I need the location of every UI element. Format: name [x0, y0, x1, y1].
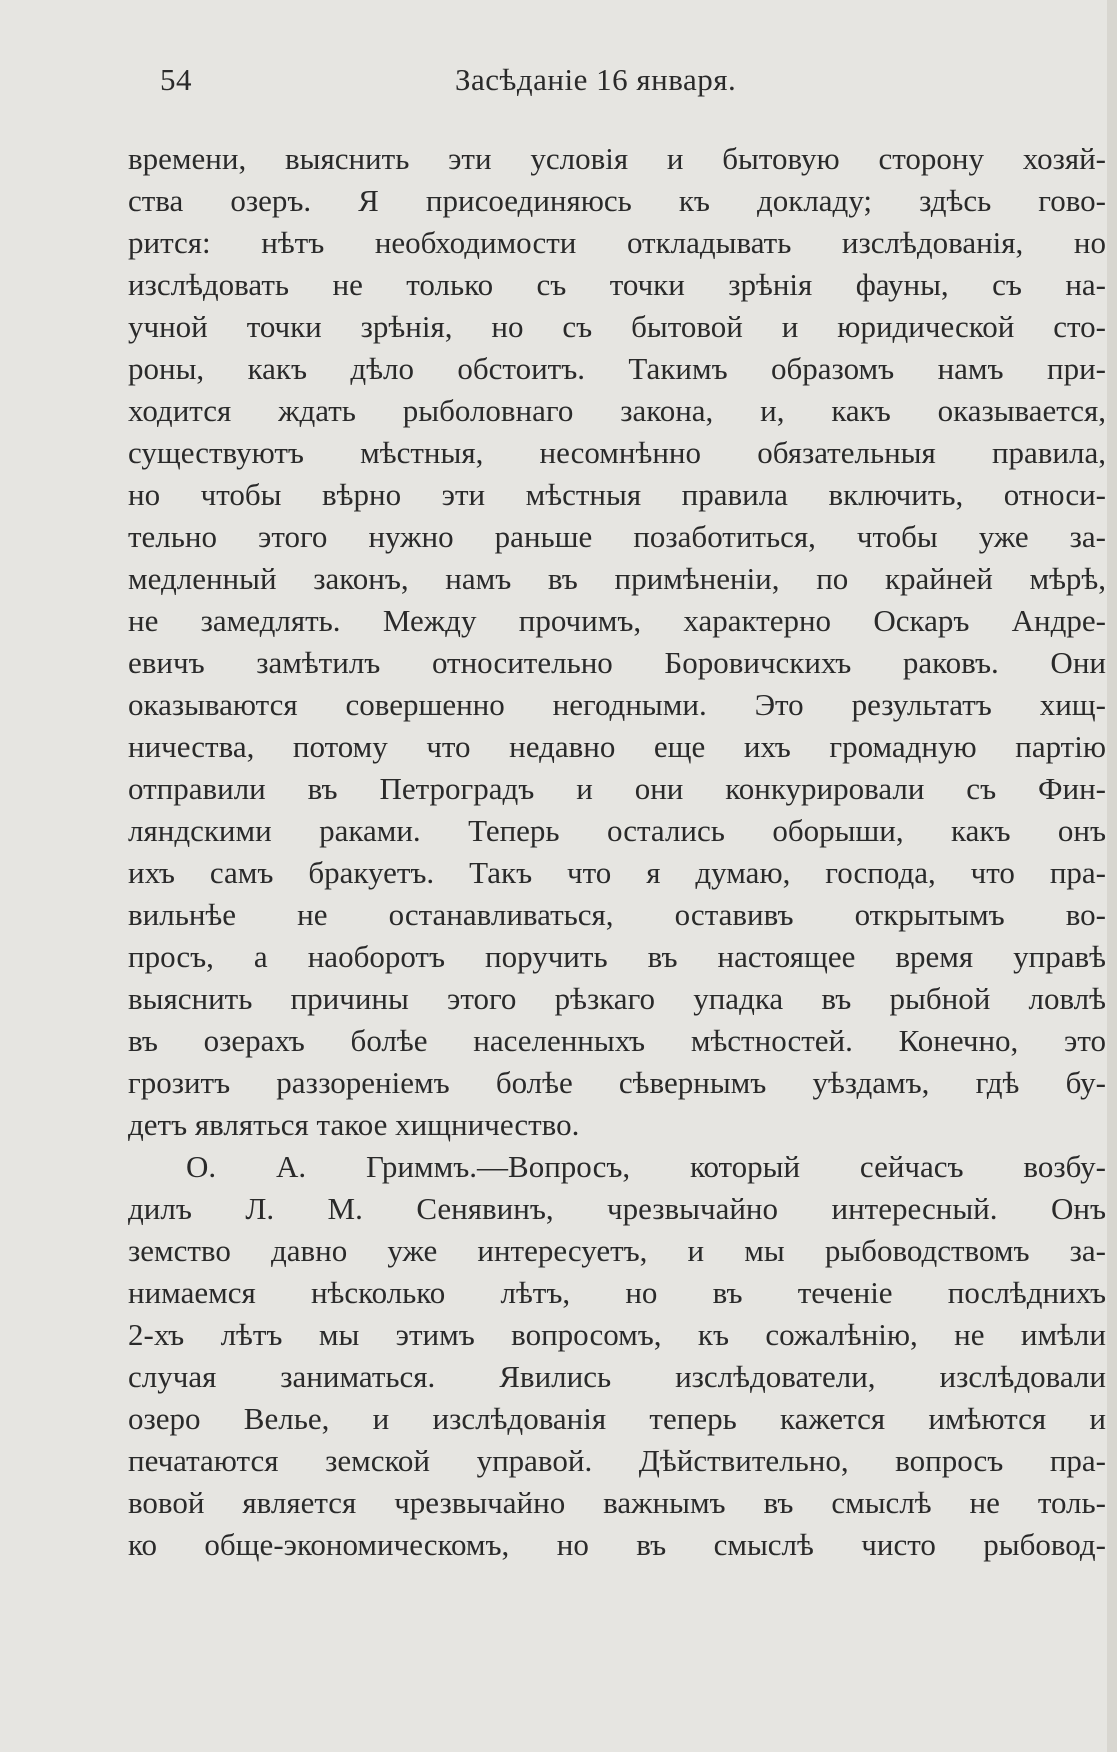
text-line: оказываются совершенно негодными. Это результатъ хищ-	[128, 687, 1106, 722]
running-head	[160, 62, 1040, 102]
text-line: рится: нѣтъ необходимости откладывать изслѣдованія, но	[128, 225, 1106, 260]
text-line: изслѣдовать не только съ точки зрѣнія фауны, съ на-	[128, 267, 1106, 302]
text-line: земство давно уже интересуетъ, и мы рыбоводствомъ за-	[128, 1233, 1106, 1268]
text-line: ства озеръ. Я присоединяюсь къ докладу; здѣсь гово-	[128, 183, 1106, 218]
text-line: вовой является чрезвычайно важнымъ въ смыслѣ не толь-	[128, 1485, 1106, 1520]
text-line: медленный законъ, намъ въ примѣненіи, по крайней мѣрѣ,	[128, 561, 1106, 596]
page-number: 54	[160, 62, 192, 97]
text-line: нимаемся нѣсколько лѣтъ, но въ теченіе послѣднихъ	[128, 1275, 1106, 1310]
text-line: случая заниматься. Явились изслѣдователи, изслѣдовали	[128, 1359, 1106, 1394]
speaker-line: О. А. Гриммъ.—Вопросъ, который сейчасъ возбу-	[186, 1149, 1106, 1184]
text-line: озеро Велье, и изслѣдованія теперь кажется имѣются и	[128, 1401, 1106, 1436]
text-line: ничества, потому что недавно еще ихъ громадную партію	[128, 729, 1106, 764]
text-line: роны, какъ дѣло обстоитъ. Такимъ образомъ намъ при-	[128, 351, 1106, 386]
text-line: ляндскими раками. Теперь остались оборыши, какъ онъ	[128, 813, 1106, 848]
text-line: существуютъ мѣстныя, несомнѣнно обязательныя правила,	[128, 435, 1106, 470]
text-line: просъ, а наоборотъ поручить въ настоящее время управѣ	[128, 939, 1106, 974]
paragraph-end-line: детъ являться такое хищничество.	[128, 1107, 580, 1142]
text-line: выяснить причины этого рѣзкаго упадка въ рыбной ловлѣ	[128, 981, 1106, 1016]
text-line: тельно этого нужно раньше позаботиться, чтобы уже за-	[128, 519, 1106, 554]
text-line: времени, выяснить эти условія и бытовую сторону хозяй-	[128, 141, 1106, 176]
text-line: въ озерахъ болѣе населенныхъ мѣстностей. Конечно, это	[128, 1023, 1106, 1058]
page-edge	[1107, 0, 1117, 1752]
text-line: но чтобы вѣрно эти мѣстныя правила включить, относи-	[128, 477, 1106, 512]
text-line: грозитъ раззореніемъ болѣе сѣвернымъ уѣздамъ, гдѣ бу-	[128, 1065, 1106, 1100]
text-line: евичъ замѣтилъ относительно Боровичскихъ раковъ. Они	[128, 645, 1106, 680]
text-line: печатаются земской управой. Дѣйствительно, вопросъ пра-	[128, 1443, 1106, 1478]
running-title: Засѣданіе 16 января.	[455, 62, 737, 97]
text-line: не замедлять. Между прочимъ, характерно Оскаръ Андре-	[128, 603, 1106, 638]
text-line: ко обще-экономическомъ, но въ смыслѣ чисто рыбовод-	[128, 1527, 1106, 1562]
body-text	[128, 138, 1106, 1566]
text-line: 2-хъ лѣтъ мы этимъ вопросомъ, къ сожалѣнію, не имѣли	[128, 1317, 1106, 1352]
text-line: ихъ самъ бракуетъ. Такъ что я думаю, господа, что пра-	[128, 855, 1106, 890]
text-line: отправили въ Петроградъ и они конкурировали съ Фин-	[128, 771, 1106, 806]
text-line: ходится ждать рыболовнаго закона, и, какъ оказывается,	[128, 393, 1106, 428]
text-line: дилъ Л. М. Сенявинъ, чрезвычайно интересный. Онъ	[128, 1191, 1106, 1226]
text-line: вильнѣе не останавливаться, оставивъ открытымъ во-	[128, 897, 1106, 932]
text-line: учной точки зрѣнія, но съ бытовой и юридической сто-	[128, 309, 1106, 344]
